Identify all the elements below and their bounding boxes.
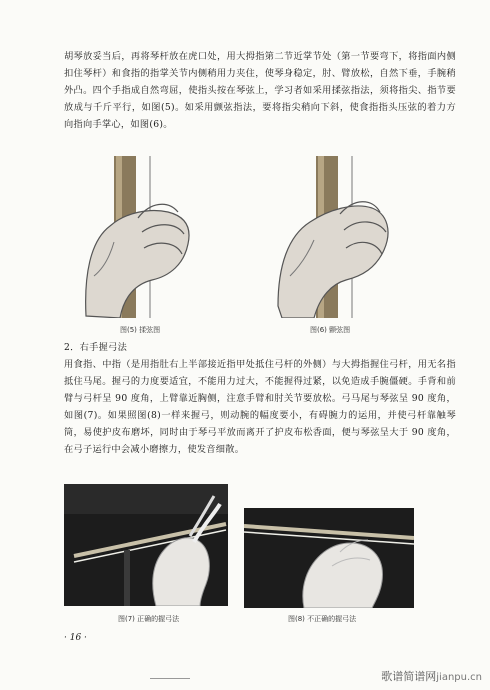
- figure8-caption: 图(8) 不正确的握弓法: [288, 615, 357, 623]
- watermark-site: 歌谱简谱网: [381, 670, 437, 683]
- hand-pressing-string-image: [80, 156, 208, 318]
- page-number: · 16 ·: [64, 633, 87, 643]
- figure8-photo: [244, 508, 414, 608]
- watermark: [381, 668, 482, 684]
- figure6-caption: 图(6) 颤弦图: [310, 326, 351, 334]
- figure7-caption: 图(7) 正确的握弓法: [118, 615, 180, 623]
- section-heading: 2．右手握弓法: [64, 342, 128, 353]
- correct-bow-grip-image: [64, 484, 228, 606]
- hand-vibrating-string-image: [270, 156, 402, 318]
- watermark-url: jianpu.cn: [436, 672, 482, 683]
- figure5-photo: [80, 156, 208, 318]
- figure5-caption: 图(5) 揉弦图: [120, 326, 161, 334]
- incorrect-bow-grip-image: [244, 508, 414, 608]
- paragraph-left-hand: 胡琴放妥当后，再将琴杆放在虎口处，用大拇指第二节近掌节处（第一节要弯下，将指面内侧扣住琴杆）和食指的指掌关节内侧稍用力夹住，使琴身稳定，肘、臂放松，自然下垂，手腕稍外凸。四个手指成自然弯屈，使指头按在琴弦上，学习者如采用揉弦指法，须将指尖、指节要放成与千斤平行，如图(5)。如采用颤弦指法，要将指尖稍向下斜，使食指指头压弦的着力方向指向手掌心，如图(6)。: [64, 51, 456, 130]
- bottom-rule: [150, 678, 190, 679]
- figure7-photo: [64, 484, 228, 606]
- figure6-photo: [270, 156, 402, 318]
- paragraph-right-hand: 用食指、中指（是用指肚右上半部接近指甲处抵住弓杆的外侧）与大拇指握住弓杆，用无名指抵住马尾。握弓的力度要适宜，不能用力过大，不能握得过紧，以免造成手腕僵硬。手背和前臂与弓杆呈 90 度角，上臂靠近胸侧，注意手臂和肘关节要放松。弓马尾与琴弦呈 90 度角，如图(7)。如果照图(8)一样来握弓，则动腕的幅度要小，有碍腕力的运用，并使弓杆靠触琴筒，易使护皮布磨坏，同时由于琴弓平放而离开了护皮布松香面，便与琴弦呈大于 90 度角，在弓子运行中会减小磨擦力，使发音细散。: [64, 359, 456, 455]
